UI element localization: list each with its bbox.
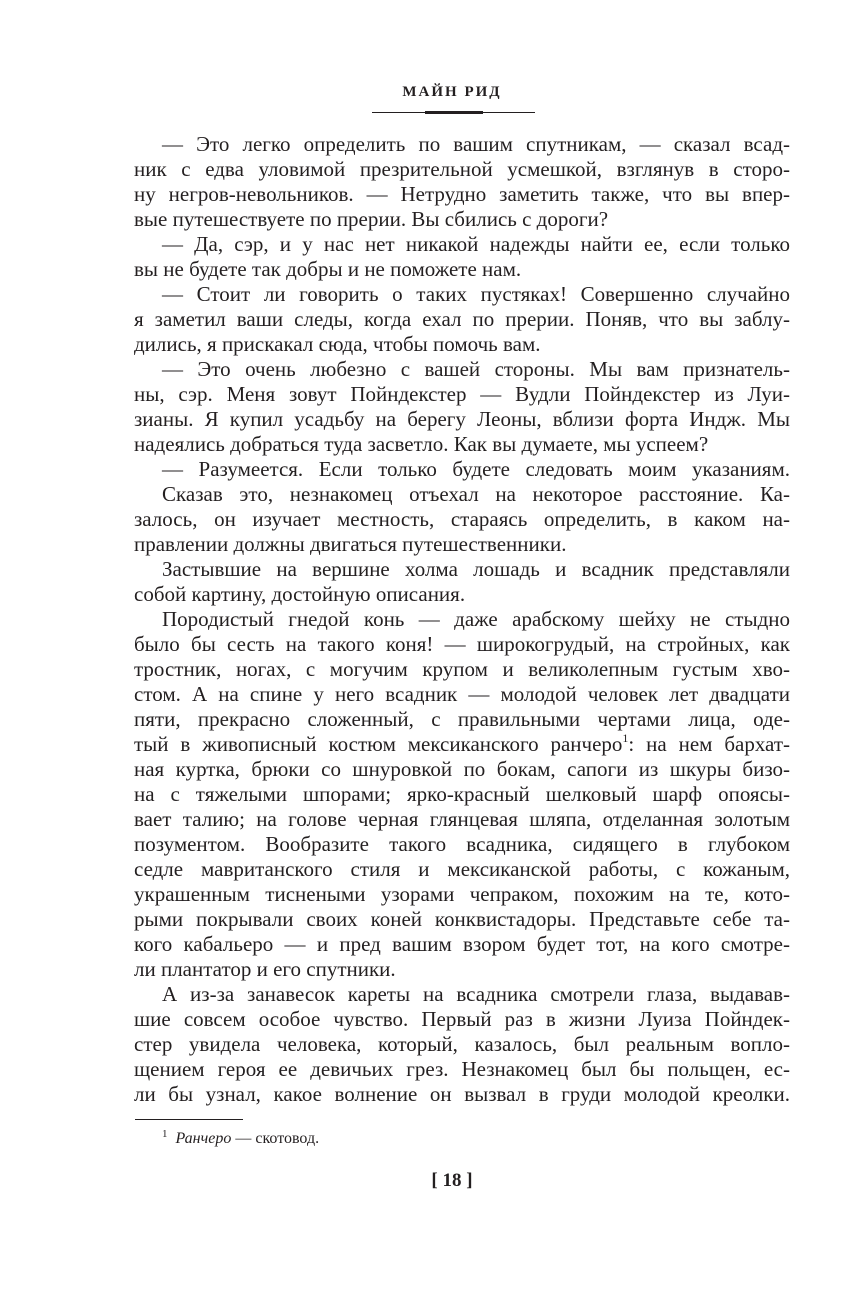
footnote-marker: 1 (162, 1128, 168, 1140)
line-text: шие совсем особое чувство. Первый раз в жизни Луиза Пойндек- (134, 1007, 790, 1031)
text-line (134, 807, 790, 832)
footnote-rule (135, 1119, 243, 1120)
text-line (134, 182, 790, 207)
line-text: вые путешествуете по прерии. Вы сбились с дороги? (134, 207, 609, 231)
text-line (134, 982, 790, 1007)
line-text: ли бы узнал, какое волнение он вызвал в груди молодой креолки. (134, 1082, 790, 1106)
text-line (134, 432, 790, 457)
text-line (134, 857, 790, 882)
text-line (134, 682, 790, 707)
line-text: ник с едва уловимой презрительной усмешкой, взглянув в сторо- (134, 157, 790, 181)
line-text: стер увидела человека, который, казалось, был реальным вопло- (134, 1032, 790, 1056)
text-line (134, 1032, 790, 1057)
footnote-term: Ранчеро (175, 1130, 232, 1147)
text-line (134, 1082, 790, 1107)
line-text: украшенным тиснеными узорами чепраком, похожим на те, кото- (134, 882, 790, 906)
paragraph (134, 607, 790, 982)
text-line (134, 457, 790, 482)
text-line (134, 382, 790, 407)
text-line (134, 607, 790, 632)
line-text: стом. А на спине у него всадник — молодой человек лет двадцати (134, 682, 790, 706)
text-line (134, 307, 790, 332)
line-text: — Стоит ли говорить о таких пустяках! Совершенно случайно (162, 282, 790, 306)
text-line (134, 582, 790, 607)
line-text: : на нем бархат- (628, 732, 790, 756)
line-text: — Это легко определить по вашим спутникам, — сказал всад- (162, 132, 790, 156)
paragraph (134, 482, 790, 557)
text-line (134, 632, 790, 657)
line-text: тый в живописный костюм мексиканского ранчеро (134, 732, 623, 756)
line-text: залось, он изучает местность, стараясь определить, в каком на- (134, 507, 790, 531)
text-line (134, 932, 790, 957)
line-text: зианы. Я купил усадьбу на берегу Леоны, вблизи форта Индж. Мы (134, 407, 790, 431)
line-text: рыми покрывали своих коней конквистадоры. Представьте себе та- (134, 907, 790, 931)
footnote (162, 1130, 319, 1148)
line-text: А из-за занавесок кареты на всадника смотрели глаза, выдавав- (162, 982, 790, 1006)
text-line (134, 532, 790, 557)
line-text: ли плантатор и его спутники. (134, 957, 396, 981)
page-number: [ 18 ] (431, 1170, 473, 1191)
text-line (134, 907, 790, 932)
line-text: ну негров-невольников. — Нетрудно заметить также, что вы впер- (134, 182, 790, 206)
text-line (134, 657, 790, 682)
line-text: — Это очень любезно с вашей стороны. Мы вам признатель- (162, 357, 790, 381)
footnote-definition: — скотовод. (231, 1130, 320, 1147)
paragraph (134, 557, 790, 607)
text-line (134, 1007, 790, 1032)
line-text: пяти, прекрасно сложенный, с правильными чертами лица, оде- (134, 707, 790, 731)
text-line (134, 157, 790, 182)
line-text: седле мавританского стиля и мексиканской работы, с кожаным, (134, 857, 790, 881)
line-text: кого кабальеро — и пред вашим взором будет тот, на кого смотре- (134, 932, 790, 956)
line-text: надеялись добраться туда засветло. Как вы думаете, мы успеем? (134, 432, 709, 456)
line-text: вы не будете так добры и не поможете нам. (134, 257, 522, 281)
text-line (134, 282, 790, 307)
text-line (134, 507, 790, 532)
line-text: было бы сесть на такого коня! — широкогрудый, на стройных, как (134, 632, 790, 656)
line-text: собой картину, достойную описания. (134, 582, 466, 606)
paragraph (134, 132, 790, 232)
line-text: правлении должны двигаться путешественники. (134, 532, 567, 556)
text-line (134, 1057, 790, 1082)
text-line (134, 782, 790, 807)
paragraph (134, 282, 790, 357)
running-head: МАЙН РИД (402, 84, 502, 100)
paragraph (134, 357, 790, 457)
text-line (134, 732, 790, 757)
text-line (134, 332, 790, 357)
text-line (134, 832, 790, 857)
paragraph (134, 232, 790, 282)
text-line (134, 257, 790, 282)
line-text: на с тяжелыми шпорами; ярко-красный шелковый шарф опоясы- (134, 782, 790, 806)
paragraph (134, 982, 790, 1107)
text-line (134, 482, 790, 507)
text-line (134, 557, 790, 582)
text-line (134, 882, 790, 907)
body-text (134, 132, 790, 1107)
text-line (134, 707, 790, 732)
line-text: Сказав это, незнакомец отъехал на некоторое расстояние. Ка- (162, 482, 790, 506)
header-rule-ornament (425, 111, 483, 114)
line-text: щением героя ее девичьих грез. Незнакомец был бы польщен, ес- (134, 1057, 790, 1081)
text-line (134, 232, 790, 257)
line-text: ная куртка, брюки со шнуровкой по бокам, сапоги из шкуры бизо- (134, 757, 790, 781)
text-line (134, 207, 790, 232)
text-line (134, 132, 790, 157)
text-line (134, 957, 790, 982)
line-text: я заметил ваши следы, когда ехал по прерии. Поняв, что вы заблу- (134, 307, 790, 331)
line-text: вает талию; на голове черная глянцевая шляпа, отделанная золотым (134, 807, 790, 831)
line-text: дились, я прискакал сюда, чтобы помочь вам. (134, 332, 541, 356)
line-text: Застывшие на вершине холма лошадь и всадник представляли (162, 557, 790, 581)
line-text: — Разумеется. Если только будете следовать моим указаниям. (162, 457, 790, 481)
line-text: Породистый гнедой конь — даже арабскому шейху не стыдно (162, 607, 790, 631)
line-text: — Да, сэр, и у нас нет никакой надежды найти ее, если только (162, 232, 790, 256)
line-text: ны, сэр. Меня зовут Пойндекстер — Вудли Пойндекстер из Луи- (134, 382, 790, 406)
text-line (134, 757, 790, 782)
line-text: тростник, ногах, с могучим крупом и великолепным густым хво- (134, 657, 790, 681)
text-line (134, 357, 790, 382)
line-text: позументом. Вообразите такого всадника, сидящего в глубоком (134, 832, 790, 856)
footnote-reference: 1 (622, 731, 629, 745)
text-line (134, 407, 790, 432)
paragraph (134, 457, 790, 482)
